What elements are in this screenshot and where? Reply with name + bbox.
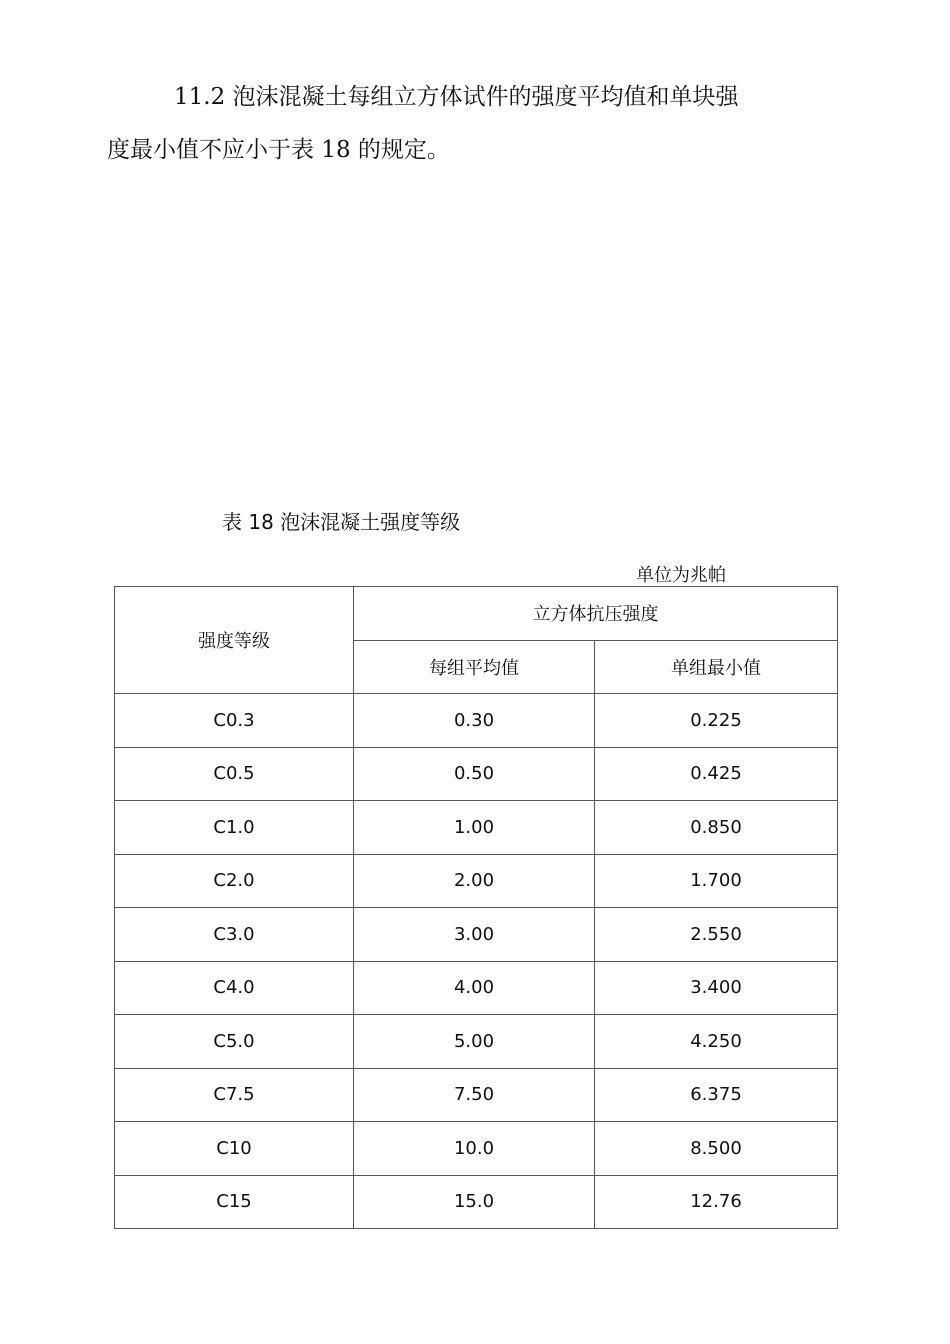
cell-grade: C3.0 — [115, 908, 354, 962]
table-unit: 单位为兆帕 — [636, 565, 726, 586]
cell-min: 1.700 — [595, 854, 838, 908]
cell-avg: 0.30 — [354, 694, 595, 748]
table-row — [115, 694, 838, 748]
cell-min: 8.500 — [595, 1122, 838, 1176]
table-row — [115, 1175, 838, 1229]
table-row — [115, 1015, 838, 1069]
cell-min: 6.375 — [595, 1068, 838, 1122]
header-grade: 强度等级 — [115, 587, 354, 694]
cell-min: 4.250 — [595, 1015, 838, 1069]
cell-avg: 10.0 — [354, 1122, 595, 1176]
cell-grade: C0.5 — [115, 747, 354, 801]
table-body — [115, 587, 838, 1229]
cell-grade: C1.0 — [115, 801, 354, 855]
table-row — [115, 801, 838, 855]
table-row — [115, 908, 838, 962]
header-group: 立方体抗压强度 — [354, 587, 838, 641]
cell-avg: 5.00 — [354, 1015, 595, 1069]
table-row — [115, 747, 838, 801]
cell-min: 2.550 — [595, 908, 838, 962]
cell-grade: C5.0 — [115, 1015, 354, 1069]
cell-min: 0.850 — [595, 801, 838, 855]
cell-grade: C15 — [115, 1175, 354, 1229]
cell-avg: 7.50 — [354, 1068, 595, 1122]
cell-min: 12.76 — [595, 1175, 838, 1229]
table-row — [115, 854, 838, 908]
cell-grade: C7.5 — [115, 1068, 354, 1122]
table-row — [115, 1068, 838, 1122]
cell-avg: 2.00 — [354, 854, 595, 908]
intro-line-2: 度最小值不应小于表 18 的规定。 — [107, 137, 450, 163]
cell-avg: 3.00 — [354, 908, 595, 962]
table-row — [115, 1122, 838, 1176]
cell-grade: C2.0 — [115, 854, 354, 908]
header-row-1 — [115, 587, 838, 641]
table-caption: 表 18 泡沫混凝土强度等级 — [222, 510, 461, 534]
cell-avg: 0.50 — [354, 747, 595, 801]
cell-avg: 15.0 — [354, 1175, 595, 1229]
cell-avg: 4.00 — [354, 961, 595, 1015]
header-min: 单组最小值 — [595, 640, 838, 694]
intro-line-1: 11.2 泡沫混凝土每组立方体试件的强度平均值和单块强 — [174, 84, 739, 110]
cell-min: 0.425 — [595, 747, 838, 801]
cell-grade: C10 — [115, 1122, 354, 1176]
cell-min: 0.225 — [595, 694, 838, 748]
cell-grade: C4.0 — [115, 961, 354, 1015]
cell-min: 3.400 — [595, 961, 838, 1015]
header-avg: 每组平均值 — [354, 640, 595, 694]
cell-avg: 1.00 — [354, 801, 595, 855]
table-row — [115, 961, 838, 1015]
cell-grade: C0.3 — [115, 694, 354, 748]
strength-grade-table — [114, 586, 838, 1229]
